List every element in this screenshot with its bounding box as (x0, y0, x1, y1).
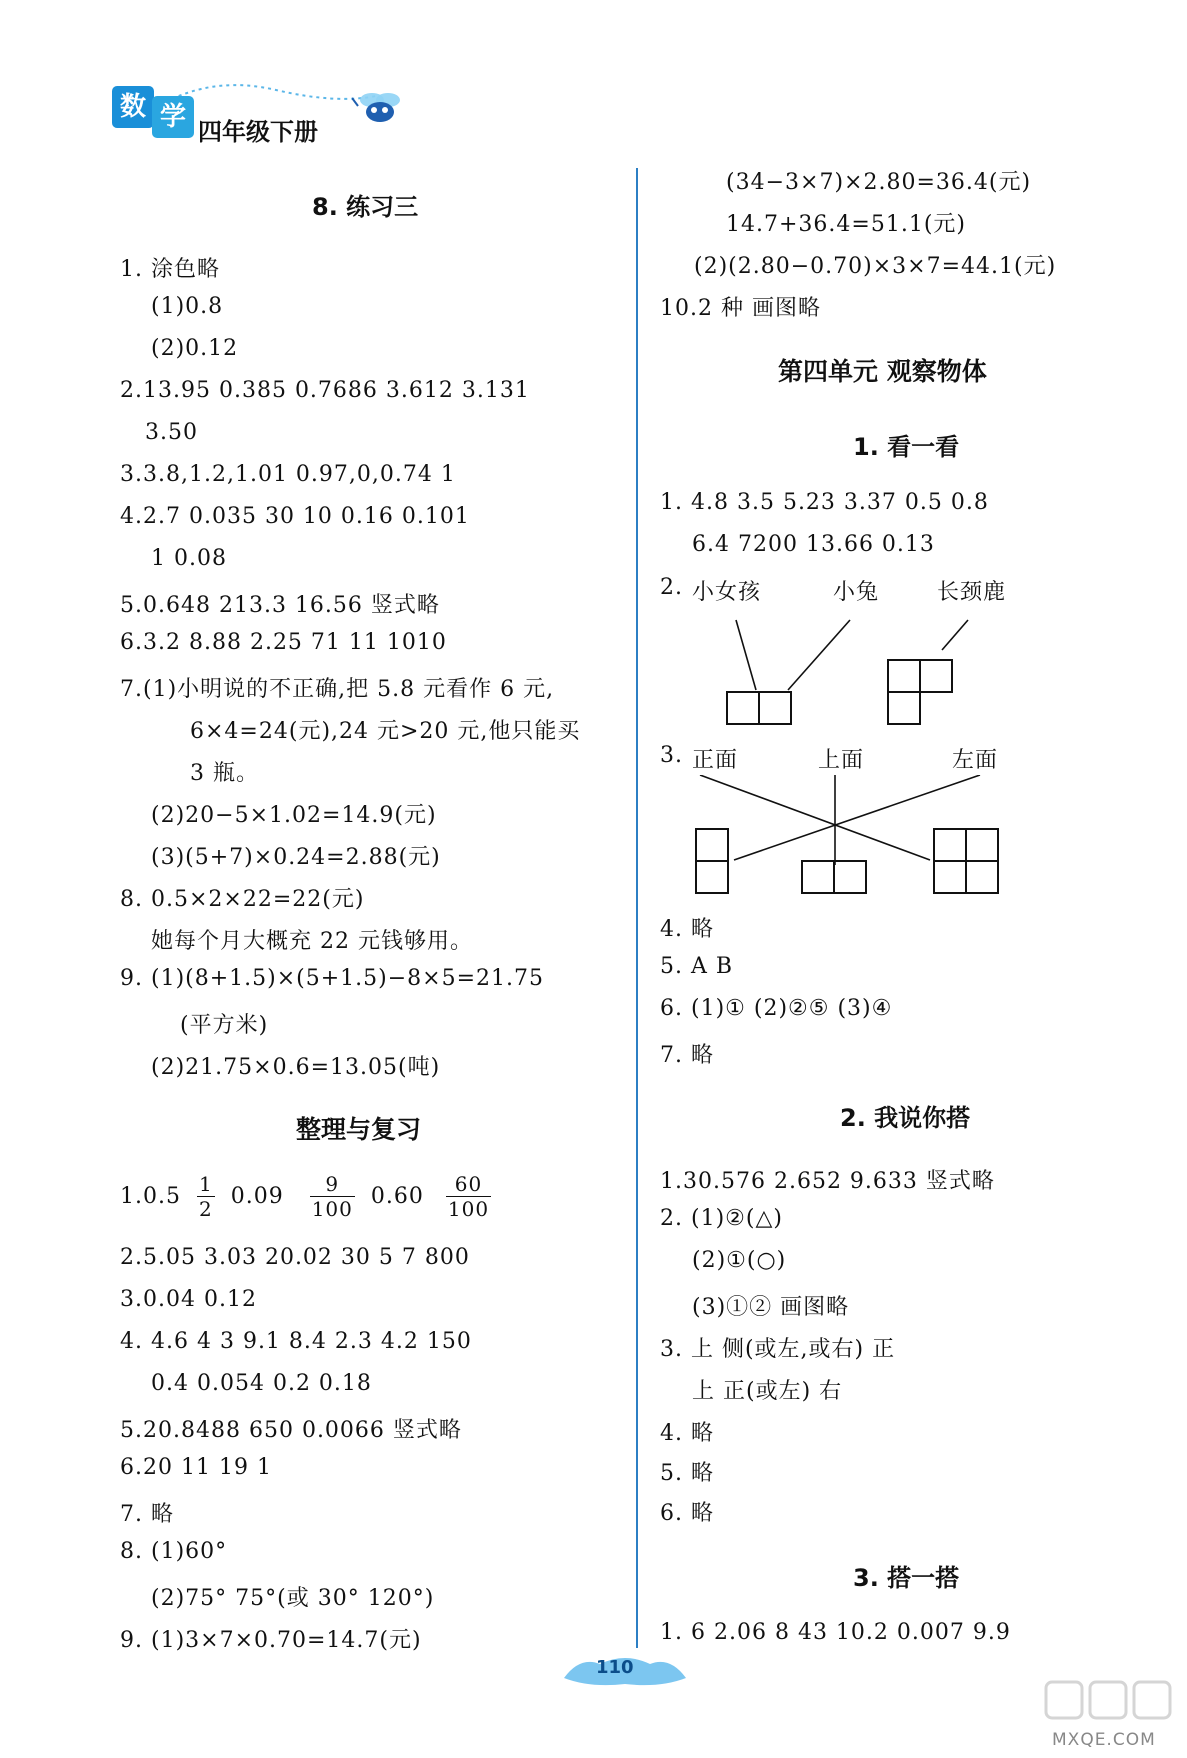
bee-icon (352, 88, 406, 128)
answer-line: 上 正(或左) 右 (692, 1379, 843, 1404)
answer-line: (平方米) (180, 1013, 269, 1038)
match-line (788, 620, 850, 690)
answer-line: 她每个月大概充 22 元钱够用。 (151, 929, 473, 954)
fraction-denominator: 2 (198, 1197, 213, 1221)
block-view-two-squares (802, 861, 866, 893)
answer-line: 8. 0.5×2×22=22(元) (120, 887, 365, 912)
fraction-nine-hundredths (310, 1172, 355, 1221)
column-divider (636, 168, 638, 1648)
watermark-text: MXQE.COM (1052, 1730, 1156, 1750)
match-line (734, 775, 980, 860)
answer-line: 3. 上 侧(或左,或右) 正 (660, 1337, 896, 1362)
fraction-numerator: 60 (446, 1172, 491, 1197)
answer-line: 3.0.04 0.12 (120, 1287, 257, 1312)
answer-line: (2)75° 75°(或 30° 120°) (151, 1586, 435, 1611)
fraction-denominator: 100 (311, 1197, 353, 1221)
view-matching-diagram-q3 (690, 775, 1010, 900)
answer-line: (2)20−5×1.02=14.9(元) (151, 803, 437, 828)
answer-line: 6×4=24(元),24 元>20 元,他只能买 (190, 719, 581, 744)
logo-char-shu: 数 (112, 86, 154, 128)
answer-line: 2.5.05 3.03 20.02 30 5 7 800 (120, 1245, 470, 1270)
answer-line: 7.(1)小明说的不正确,把 5.8 元看作 6 元, (120, 677, 555, 702)
answer-line: 6.3.2 8.88 2.25 71 11 1010 (120, 630, 447, 655)
answer-line: (34−3×7)×2.80=36.4(元) (726, 170, 1032, 195)
answer-line: 5. 略 (660, 1461, 714, 1486)
answer-line: 3.50 (145, 420, 198, 445)
answer-line: 6.20 11 19 1 (120, 1455, 272, 1480)
answer-line: 14.7+36.4=51.1(元) (726, 212, 966, 237)
answer-line: 5. A B (660, 954, 734, 979)
match-line (942, 620, 968, 650)
answer-line: 5.20.8488 650 0.0066 竖式略 (120, 1418, 462, 1443)
answer-line: 1. 涂色略 (120, 257, 220, 282)
block-view-vertical-stack (696, 829, 728, 893)
answer-line: 1.30.576 2.652 9.633 竖式略 (660, 1169, 995, 1194)
block-view-two-squares (727, 692, 791, 724)
page-number-badge (560, 1650, 690, 1690)
section-title-review: 整理与复习 (296, 1115, 422, 1144)
answer-line: 9. (1)(8+1.5)×(5+1.5)−8×5=21.75 (120, 966, 545, 991)
answer-line: 9. (1)3×7×0.70=14.7(元) (120, 1628, 422, 1653)
view-label-giraffe: 长颈鹿 (937, 580, 1007, 605)
fraction-denominator: 100 (447, 1197, 490, 1221)
answer-line: 6. 略 (660, 1501, 714, 1526)
answer-line: (2)①(○) (692, 1248, 787, 1273)
fraction-half (197, 1172, 215, 1221)
answer-line: 3 瓶。 (190, 761, 259, 786)
answer-line: 1. 4.8 3.5 5.23 3.37 0.5 0.8 (660, 490, 989, 515)
answer-line: 1 0.08 (151, 546, 227, 571)
answer-line: 5.0.648 213.3 16.56 竖式略 (120, 593, 440, 618)
answer-prefix: 1.0.5 (120, 1184, 181, 1209)
answer-line: 2. (1)②(△) (660, 1206, 783, 1231)
answer-line: 3.3.8,1.2,1.01 0.97,0,0.74 1 (120, 462, 456, 487)
answer-line: 4. 4.6 4 3 9.1 8.4 2.3 4.2 150 (120, 1329, 472, 1354)
logo-char-xue: 学 (152, 96, 194, 138)
answer-line: 0.4 0.054 0.2 0.18 (151, 1371, 372, 1396)
unit-title: 第四单元 观察物体 (778, 357, 987, 386)
fraction-numerator: 1 (198, 1172, 213, 1196)
book-title: 四年级下册 (198, 118, 318, 146)
section-title-look: 1. 看一看 (853, 433, 960, 461)
answer-line: 7. 略 (120, 1502, 174, 1527)
answer-value: 0.09 (230, 1184, 284, 1209)
view-label-left: 左面 (952, 748, 999, 773)
view-label-rabbit: 小兔 (833, 580, 880, 605)
answer-line: 4. 略 (660, 1421, 714, 1446)
answer-line: 1. 6 2.06 8 43 10.2 0.007 9.9 (660, 1620, 1011, 1645)
section-title-build: 2. 我说你搭 (840, 1104, 971, 1132)
answer-line: 6.4 7200 13.66 0.13 (692, 532, 935, 557)
answer-line: 7. 略 (660, 1043, 714, 1068)
match-line (736, 620, 756, 690)
question-number: 3. (660, 743, 683, 768)
answer-line: 8. (1)60° (120, 1539, 228, 1564)
section-title-stack: 3. 搭一搭 (853, 1564, 960, 1592)
view-matching-diagram-q2 (700, 610, 990, 738)
answer-line: (1)0.8 (151, 294, 224, 319)
answer-line: (2)(2.80−0.70)×3×7=44.1(元) (694, 254, 1057, 279)
answer-line: (3)(5+7)×0.24=2.88(元) (151, 845, 441, 870)
match-line (700, 775, 930, 860)
fraction-numerator: 9 (310, 1172, 355, 1197)
answer-line: 4.2.7 0.035 30 10 0.16 0.101 (120, 504, 470, 529)
fraction-sixty-hundredths (446, 1172, 491, 1221)
fraction-answer-line (120, 1172, 499, 1221)
view-label-top: 上面 (818, 748, 865, 773)
answer-value: 0.60 (370, 1184, 424, 1209)
answer-line: 10.2 种 画图略 (660, 296, 821, 321)
view-label-girl: 小女孩 (692, 580, 762, 605)
block-view-l-shape (888, 660, 952, 724)
page-number: 110 (596, 1657, 634, 1678)
answer-line: (2)0.12 (151, 336, 239, 361)
question-number: 2. (660, 575, 683, 600)
section-title-practice-3: 8. 练习三 (312, 193, 419, 221)
answer-line: 6. (1)① (2)②⑤ (3)④ (660, 996, 893, 1021)
answer-line: 4. 略 (660, 917, 714, 942)
answer-line: (2)21.75×0.6=13.05(吨) (151, 1055, 441, 1080)
answer-line: (3)①② 画图略 (692, 1295, 850, 1320)
view-label-front: 正面 (692, 748, 739, 773)
block-view-two-by-two (934, 829, 998, 893)
answer-line: 2.13.95 0.385 0.7686 3.612 3.131 (120, 378, 530, 403)
